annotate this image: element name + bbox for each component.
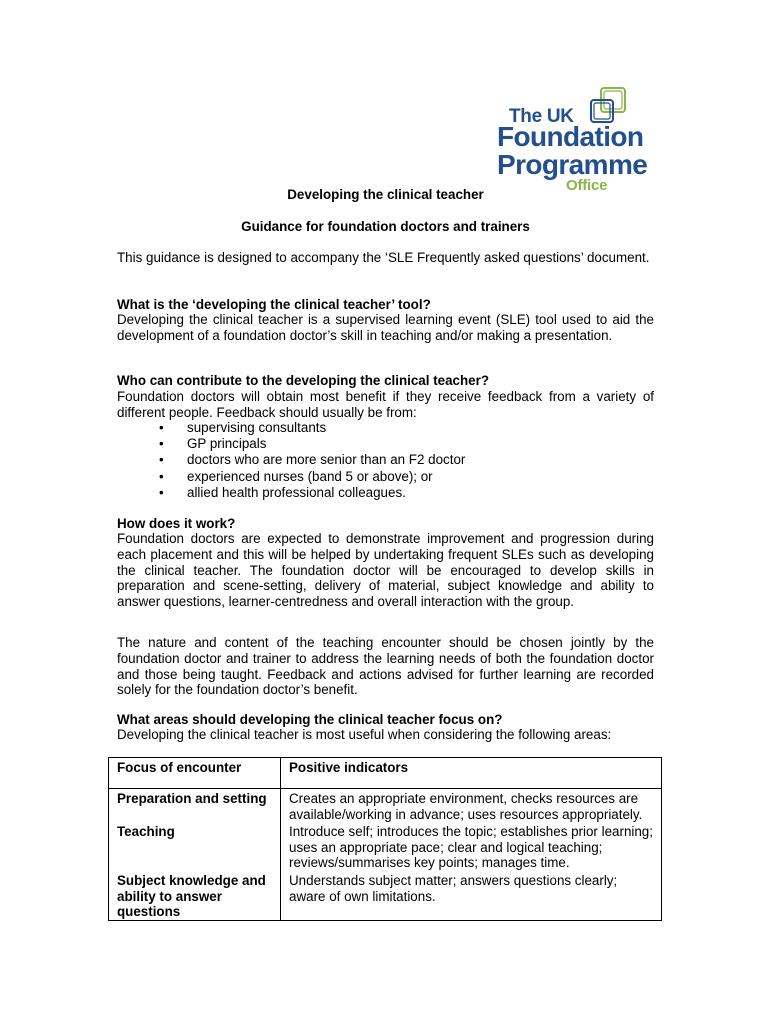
- intro-paragraph: This guidance is designed to accompany the ‘SLE Frequently asked questions’ document.: [117, 250, 650, 265]
- list-item: • GP principals: [159, 436, 267, 452]
- section-body2-how-works: The nature and content of the teaching encounter should be chosen jointly by the foundation doctor and trainer to address the learning needs of both the foundation doctor and those being taught. Feedback and actions advised for further learning are recorded solely for the foundation doctor’s benefit.: [117, 635, 654, 698]
- logo-line-1: The UK: [509, 106, 574, 127]
- list-item: • supervising consultants: [159, 420, 327, 435]
- section-body-who-can: Foundation doctors will obtain most benefit if they receive feedback from a variety of different people. Feedback should usually be from:: [117, 389, 654, 420]
- section-body-what-is: Developing the clinical teacher is a supervised learning event (SLE) tool used to aid the development of a foundation doctor’s skill in teaching and/or making a presentation.: [117, 312, 654, 343]
- logo-line-3: Programme: [497, 149, 648, 180]
- section-heading-what-is: What is the ‘developing the clinical teacher’ tool?: [117, 297, 431, 312]
- focus-table: [108, 757, 662, 921]
- section-heading-focus-areas: What areas should developing the clinical teacher focus on?: [117, 712, 503, 727]
- table-cell-focus: Subject knowledge and ability to answer questions: [109, 871, 281, 920]
- table-cell-focus: Preparation and setting: [109, 789, 281, 823]
- section-body-focus-areas: Developing the clinical teacher is most useful when considering the following areas:: [117, 727, 612, 742]
- table-row: [109, 789, 662, 823]
- list-item: • allied health professional colleagues.: [159, 484, 406, 500]
- table-cell-indicators: Creates an appropriate environment, checks resources are available/working in advance; uses resources appropriately.: [281, 789, 662, 823]
- table-cell-focus: Teaching: [109, 822, 281, 871]
- document-subtitle: Guidance for foundation doctors and trainers: [241, 219, 530, 234]
- section-heading-how-works: How does it work?: [117, 516, 236, 531]
- table-row: [109, 871, 662, 920]
- table-cell-indicators: Understands subject matter; answers questions clearly; aware of own limitations.: [281, 871, 662, 920]
- table-header-focus: Focus of encounter: [109, 758, 281, 789]
- table-header-row: [109, 758, 662, 789]
- list-item: • doctors who are more senior than an F2 doctor: [159, 452, 466, 468]
- section-body-how-works: Foundation doctors are expected to demonstrate improvement and progression during each placement and this will be helped by undertaking frequent SLEs such as developing the clinical teacher. The foundation doctor will be encouraged to develop skills in preparation and scene-setting, delivery of material, subject knowledge and ability to answer questions, learner-centredness and overall interaction with the group.: [117, 531, 654, 610]
- logo-line-2: Foundation: [497, 121, 644, 152]
- table-row: [109, 822, 662, 871]
- logo-line-4: Office: [566, 177, 608, 194]
- table-cell-indicators: Introduce self; introduces the topic; establishes prior learning; uses an appropriate pace; clear and logical teaching; reviews/summarises key points; manages time.: [281, 822, 662, 871]
- contributor-list: [117, 420, 654, 501]
- section-heading-who-can: Who can contribute to the developing the clinical teacher?: [117, 373, 490, 388]
- uk-foundation-programme-office-logo: [495, 86, 665, 196]
- document-title: Developing the clinical teacher: [287, 187, 484, 202]
- list-item: • experienced nurses (band 5 or above); or: [159, 468, 433, 484]
- table-header-indicators: Positive indicators: [281, 758, 662, 789]
